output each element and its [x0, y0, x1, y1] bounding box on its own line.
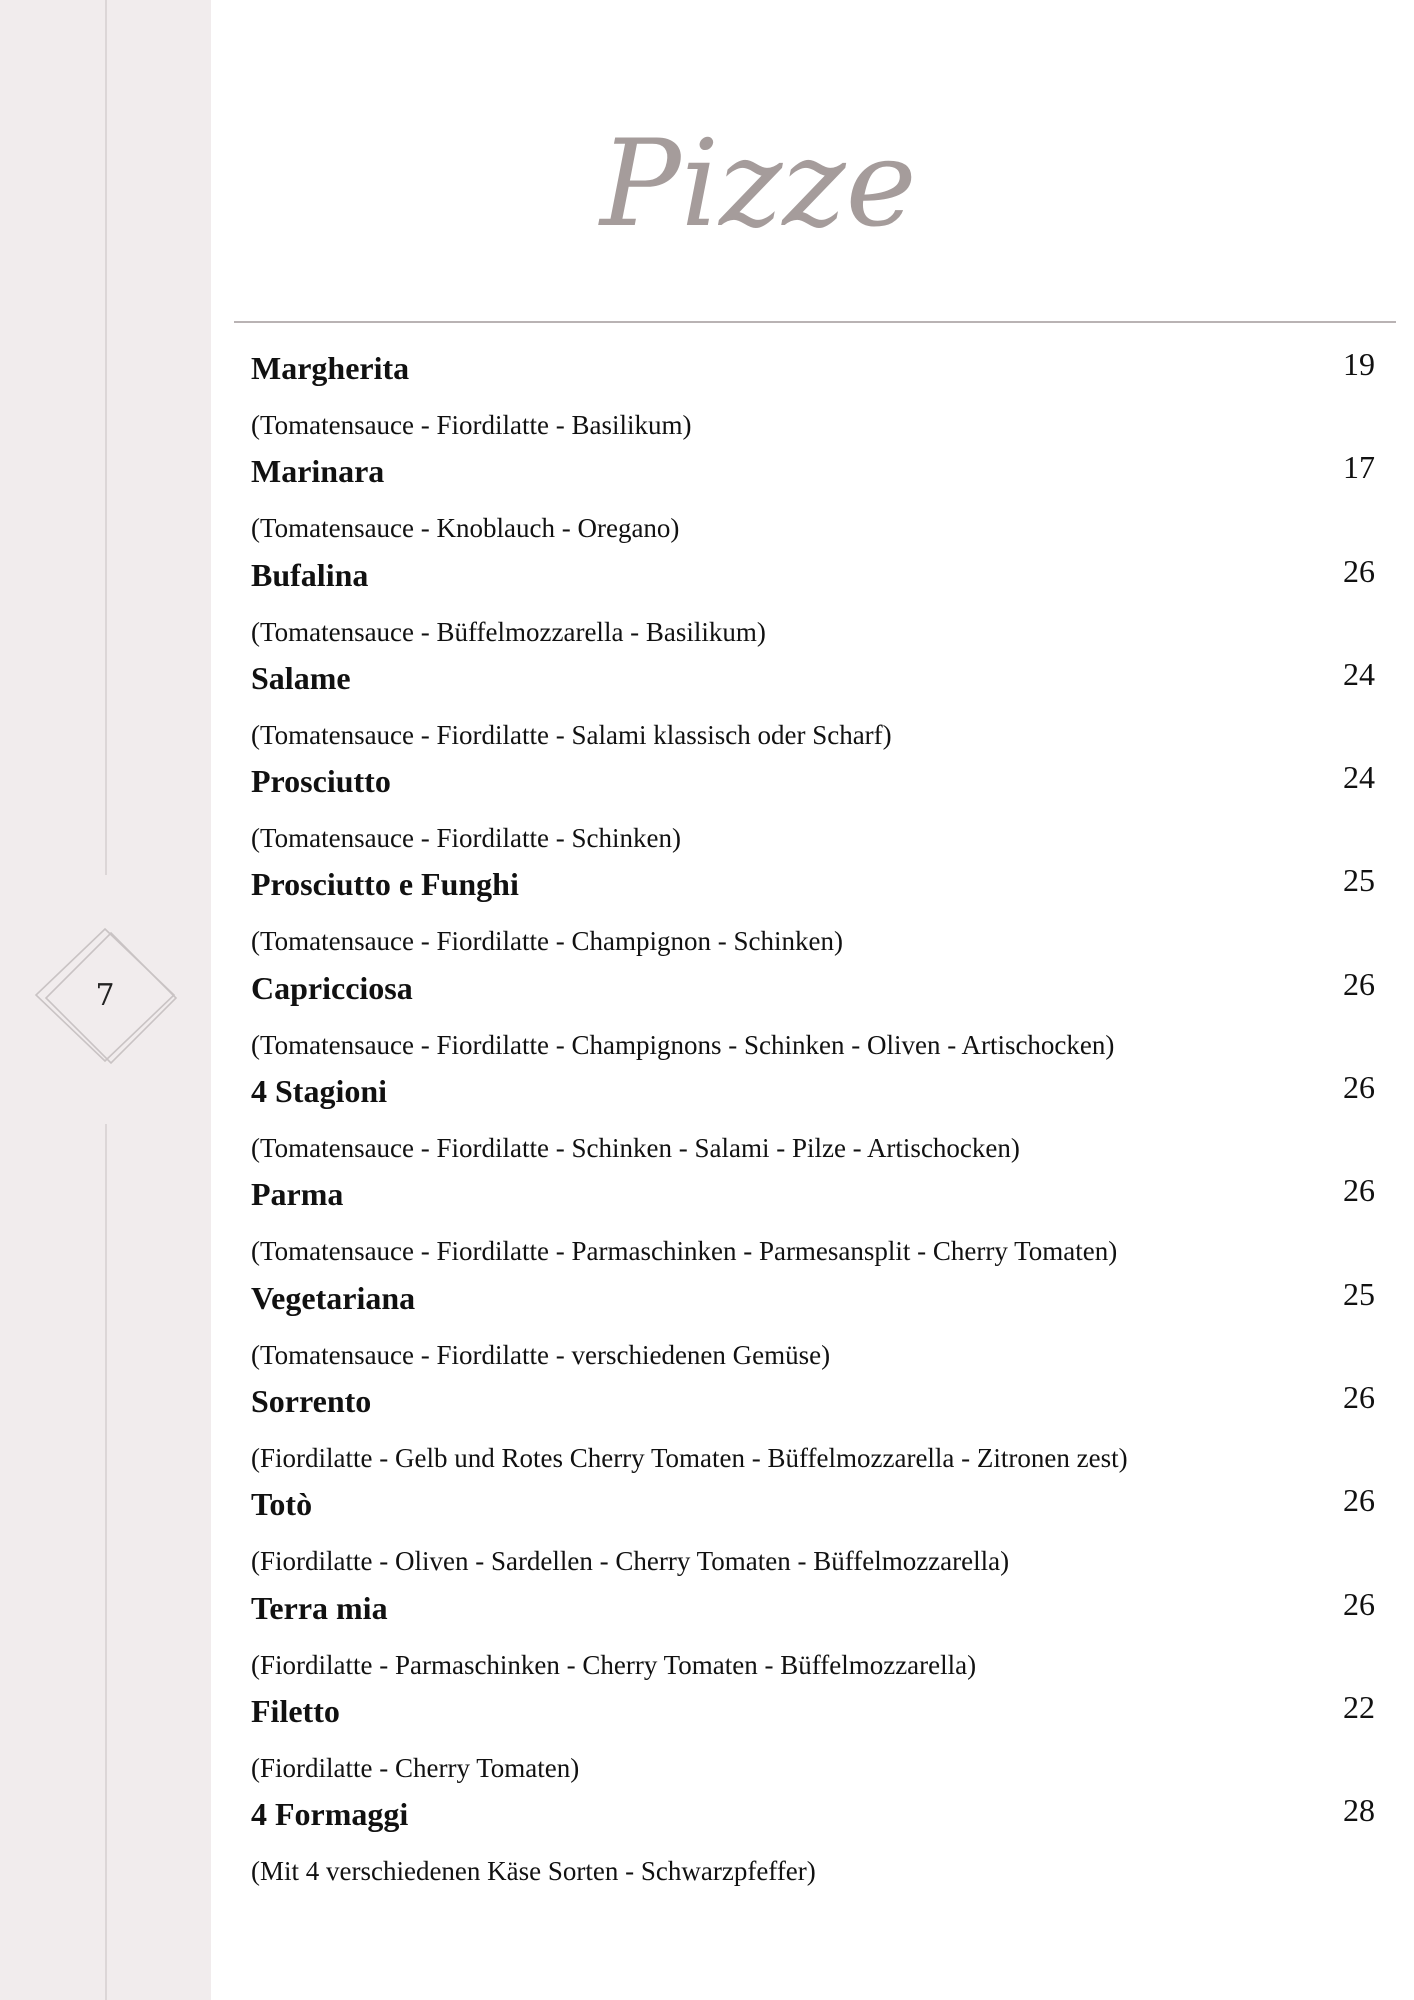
- menu-item-description: (Tomatensauce - Fiordilatte - Basilikum): [251, 410, 692, 440]
- menu-item-name: Sorrento: [251, 1382, 372, 1419]
- menu-item-description: (Tomatensauce - Fiordilatte - Champignons - Schinken - Oliven - Artischocken): [251, 1029, 1115, 1060]
- menu-item-price: 24: [1343, 759, 1375, 796]
- menu-item-name: 4 Stagioni: [251, 1073, 388, 1110]
- menu-item-name: Capricciosa: [251, 969, 413, 1006]
- menu-item: [251, 1482, 1379, 1589]
- menu-item-description: (Fiordilatte - Cherry Tomaten): [251, 1752, 580, 1783]
- menu-item-price: 26: [1343, 552, 1375, 589]
- menu-item: [251, 1688, 1379, 1796]
- menu-item-price: 26: [1343, 965, 1375, 1002]
- menu-item: [251, 1172, 1379, 1279]
- menu-item: [251, 1069, 1379, 1176]
- menu-item-description: (Tomatensauce - Fiordilatte - Salami klassisch oder Scharf): [251, 719, 892, 750]
- menu-item-name: Terra mia: [251, 1589, 388, 1626]
- header-divider: [234, 321, 1396, 323]
- menu-item-price: 26: [1343, 1069, 1375, 1106]
- menu-item-price: 26: [1343, 1585, 1375, 1622]
- menu-item: [251, 1585, 1379, 1693]
- menu-item-name: Totò: [251, 1486, 313, 1523]
- menu-item-name: Parma: [251, 1176, 344, 1213]
- menu-item-description: (Tomatensauce - Fiordilatte - Schinken): [251, 823, 681, 854]
- menu-item-price: 25: [1343, 862, 1375, 899]
- menu-item-description: (Tomatensauce - Fiordilatte - Parmaschinken - Parmesansplit - Cherry Tomaten): [251, 1236, 1118, 1267]
- page-number-badge: [30, 925, 180, 1065]
- menu-item-description: (Tomatensauce - Fiordilatte - verschiedenen Gemüse): [251, 1339, 831, 1370]
- menu-item-price: 25: [1343, 1275, 1375, 1312]
- sidebar: [0, 0, 211, 2000]
- menu-item: [251, 552, 1379, 660]
- sidebar-line-top: [105, 0, 107, 875]
- menu-item-name: Vegetariana: [251, 1279, 416, 1316]
- menu-item-name: Prosciutto e Funghi: [251, 866, 519, 903]
- menu-item-name: Filetto: [251, 1692, 340, 1729]
- menu-item: [251, 346, 1379, 453]
- menu-item-name: Salame: [251, 659, 351, 696]
- menu-item: [251, 1378, 1379, 1486]
- menu-item-name: Margherita: [251, 350, 410, 386]
- menu-item-description: (Fiordilatte - Gelb und Rotes Cherry Tomaten - Büffelmozzarella - Zitronen zest): [251, 1442, 1128, 1473]
- menu-item: [251, 1792, 1379, 1899]
- menu-item: [251, 965, 1379, 1073]
- page-number: 7: [95, 977, 115, 1013]
- menu-item-name: Prosciutto: [251, 763, 391, 800]
- menu-item-price: 26: [1343, 1172, 1375, 1209]
- menu-item: [251, 449, 1379, 556]
- menu-item-price: 22: [1343, 1688, 1375, 1725]
- menu-item-description: (Tomatensauce - Fiordilatte - Schinken - Salami - Pilze - Artischocken): [251, 1133, 1020, 1164]
- pizza-menu-list: [251, 346, 1379, 1899]
- menu-item-description: (Fiordilatte - Parmaschinken - Cherry Tomaten - Büffelmozzarella): [251, 1649, 977, 1680]
- menu-item-price: 17: [1343, 449, 1375, 486]
- menu-item: [251, 862, 1379, 969]
- page-title: [560, 95, 980, 295]
- menu-item-name: Bufalina: [251, 556, 369, 593]
- menu-item-price: 19: [1343, 346, 1375, 382]
- sidebar-line-bottom: [105, 1124, 107, 2000]
- menu-item-description: (Fiordilatte - Oliven - Sardellen - Cherry Tomaten - Büffelmozzarella): [251, 1546, 1010, 1577]
- menu-item-name: 4 Formaggi: [251, 1796, 409, 1833]
- menu-item-price: 28: [1343, 1792, 1375, 1829]
- menu-item-description: (Tomatensauce - Knoblauch - Oregano): [251, 513, 680, 544]
- menu-item-price: 26: [1343, 1378, 1375, 1415]
- page-title-text: Pizze: [600, 115, 917, 254]
- menu-item-price: 26: [1343, 1482, 1375, 1519]
- menu-item-description: (Tomatensauce - Büffelmozzarella - Basilikum): [251, 616, 766, 647]
- menu-item: [251, 1275, 1379, 1383]
- menu-item-price: 24: [1343, 655, 1375, 692]
- menu-item-name: Marinara: [251, 453, 385, 490]
- menu-item: [251, 759, 1379, 866]
- menu-item-description: (Mit 4 verschiedenen Käse Sorten - Schwarzpfeffer): [251, 1856, 816, 1887]
- menu-item-description: (Tomatensauce - Fiordilatte - Champignon - Schinken): [251, 926, 843, 957]
- menu-item: [251, 655, 1379, 763]
